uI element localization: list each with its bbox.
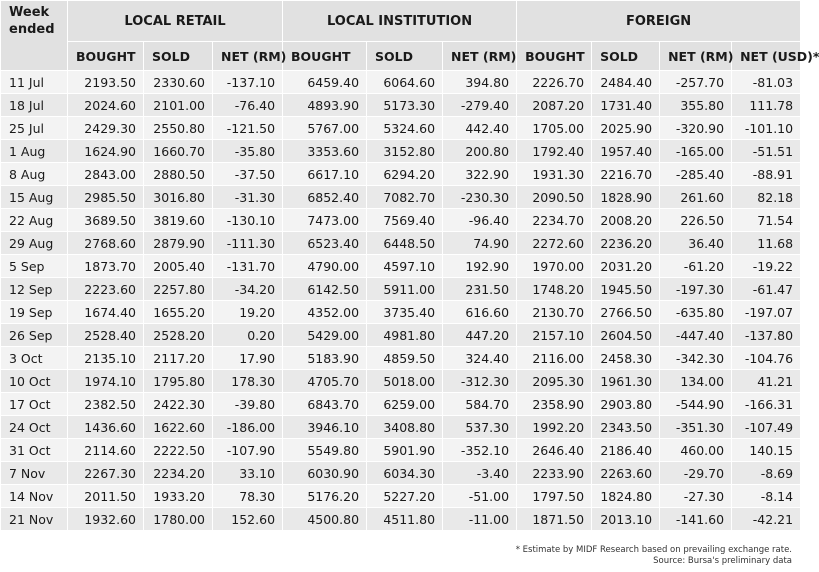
cell-foreign-sold: 2216.70: [592, 163, 660, 186]
cell-foreign-net-rm: 36.40: [660, 232, 732, 255]
week-ended-cell: 17 Oct: [1, 393, 68, 416]
cell-retail-bought: 2223.60: [68, 278, 144, 301]
cell-foreign-bought: 2116.00: [517, 347, 592, 370]
group-header-foreign: FOREIGN: [517, 1, 801, 42]
cell-institution-net-rm: -3.40: [443, 462, 517, 485]
cell-retail-sold: 3016.80: [144, 186, 213, 209]
cell-foreign-net-rm: -141.60: [660, 508, 732, 531]
cell-foreign-bought: 2233.90: [517, 462, 592, 485]
cell-retail-sold: 2234.20: [144, 462, 213, 485]
cell-institution-sold: 5173.30: [367, 94, 443, 117]
cell-retail-net-rm: -37.50: [213, 163, 283, 186]
week-ended-cell: 24 Oct: [1, 416, 68, 439]
week-ended-cell: 15 Aug: [1, 186, 68, 209]
col-header-retail-bought: BOUGHT: [68, 42, 144, 71]
cell-foreign-bought: 2157.10: [517, 324, 592, 347]
cell-foreign-net-rm: -320.90: [660, 117, 732, 140]
cell-retail-net-rm: 33.10: [213, 462, 283, 485]
cell-foreign-bought: 1931.30: [517, 163, 592, 186]
cell-foreign-net-usd: -42.21: [732, 508, 801, 531]
cell-institution-sold: 7082.70: [367, 186, 443, 209]
cell-foreign-bought: 1705.00: [517, 117, 592, 140]
cell-retail-net-rm: 178.30: [213, 370, 283, 393]
cell-foreign-sold: 2263.60: [592, 462, 660, 485]
week-ended-cell: 19 Sep: [1, 301, 68, 324]
table-row: [1, 209, 801, 232]
cell-institution-bought: 5429.00: [283, 324, 367, 347]
cell-institution-bought: 6142.50: [283, 278, 367, 301]
cell-retail-net-rm: 78.30: [213, 485, 283, 508]
cell-retail-net-rm: -34.20: [213, 278, 283, 301]
col-header-retail-sold: SOLD: [144, 42, 213, 71]
table-row: [1, 347, 801, 370]
cell-institution-bought: 6843.70: [283, 393, 367, 416]
cell-foreign-sold: 2343.50: [592, 416, 660, 439]
cell-retail-sold: 1655.20: [144, 301, 213, 324]
cell-institution-sold: 4511.80: [367, 508, 443, 531]
cell-institution-sold: 6448.50: [367, 232, 443, 255]
week-ended-cell: 26 Sep: [1, 324, 68, 347]
cell-foreign-net-rm: -342.30: [660, 347, 732, 370]
cell-retail-sold: 2101.00: [144, 94, 213, 117]
cell-foreign-sold: 2008.20: [592, 209, 660, 232]
cell-retail-bought: 2429.30: [68, 117, 144, 140]
cell-retail-sold: 1933.20: [144, 485, 213, 508]
cell-foreign-sold: 1731.40: [592, 94, 660, 117]
cell-retail-sold: 2550.80: [144, 117, 213, 140]
cell-foreign-net-usd: -19.22: [732, 255, 801, 278]
cell-retail-sold: 1660.70: [144, 140, 213, 163]
cell-retail-bought: 2382.50: [68, 393, 144, 416]
cell-institution-net-rm: 231.50: [443, 278, 517, 301]
cell-retail-net-rm: 152.60: [213, 508, 283, 531]
week-ended-cell: 1 Aug: [1, 140, 68, 163]
cell-institution-sold: 6064.60: [367, 71, 443, 94]
cell-retail-bought: 2985.50: [68, 186, 144, 209]
estimate-footnote: * Estimate by MIDF Research based on prevailing exchange rate.: [515, 545, 792, 555]
table-row: [1, 186, 801, 209]
cell-foreign-net-rm: -257.70: [660, 71, 732, 94]
cell-foreign-sold: 2484.40: [592, 71, 660, 94]
cell-foreign-bought: 1792.40: [517, 140, 592, 163]
cell-foreign-sold: 2604.50: [592, 324, 660, 347]
cell-institution-sold: 5324.60: [367, 117, 443, 140]
cell-institution-bought: 6030.90: [283, 462, 367, 485]
cell-retail-sold: 2257.80: [144, 278, 213, 301]
cell-foreign-sold: 2903.80: [592, 393, 660, 416]
col-header-foreign-sold: SOLD: [592, 42, 660, 71]
cell-retail-sold: 2422.30: [144, 393, 213, 416]
col-header-institution-bought: BOUGHT: [283, 42, 367, 71]
cell-foreign-bought: 1970.00: [517, 255, 592, 278]
cell-retail-bought: 1932.60: [68, 508, 144, 531]
cell-foreign-net-rm: 134.00: [660, 370, 732, 393]
table-row: [1, 163, 801, 186]
cell-institution-sold: 5018.00: [367, 370, 443, 393]
cell-foreign-sold: 2031.20: [592, 255, 660, 278]
cell-retail-net-rm: 19.20: [213, 301, 283, 324]
week-ended-cell: 10 Oct: [1, 370, 68, 393]
cell-retail-sold: 2117.20: [144, 347, 213, 370]
cell-institution-net-rm: -279.40: [443, 94, 517, 117]
cell-institution-net-rm: 322.90: [443, 163, 517, 186]
cell-foreign-net-usd: -81.03: [732, 71, 801, 94]
table-row: [1, 393, 801, 416]
col-header-foreign-bought: BOUGHT: [517, 42, 592, 71]
cell-retail-bought: 1624.90: [68, 140, 144, 163]
week-ended-cell: 22 Aug: [1, 209, 68, 232]
cell-retail-sold: 2330.60: [144, 71, 213, 94]
cell-institution-net-rm: 324.40: [443, 347, 517, 370]
cell-retail-bought: 2528.40: [68, 324, 144, 347]
table-row: [1, 117, 801, 140]
week-ended-cell: 29 Aug: [1, 232, 68, 255]
table-row: [1, 71, 801, 94]
cell-institution-sold: 4981.80: [367, 324, 443, 347]
cell-institution-bought: 6852.40: [283, 186, 367, 209]
cell-foreign-sold: 2013.10: [592, 508, 660, 531]
cell-foreign-net-usd: -104.76: [732, 347, 801, 370]
cell-retail-bought: 1436.60: [68, 416, 144, 439]
cell-retail-net-rm: -186.00: [213, 416, 283, 439]
cell-institution-bought: 4705.70: [283, 370, 367, 393]
week-ended-cell: 11 Jul: [1, 71, 68, 94]
cell-retail-bought: 3689.50: [68, 209, 144, 232]
cell-foreign-bought: 2272.60: [517, 232, 592, 255]
cell-foreign-net-usd: 111.78: [732, 94, 801, 117]
cell-foreign-net-usd: -166.31: [732, 393, 801, 416]
cell-institution-net-rm: -11.00: [443, 508, 517, 531]
cell-institution-bought: 5767.00: [283, 117, 367, 140]
week-ended-cell: 21 Nov: [1, 508, 68, 531]
cell-institution-sold: 6259.00: [367, 393, 443, 416]
cell-foreign-net-usd: 71.54: [732, 209, 801, 232]
cell-foreign-sold: 1961.30: [592, 370, 660, 393]
cell-foreign-bought: 1992.20: [517, 416, 592, 439]
cell-institution-bought: 4352.00: [283, 301, 367, 324]
cell-institution-net-rm: 394.80: [443, 71, 517, 94]
cell-foreign-net-rm: 460.00: [660, 439, 732, 462]
cell-foreign-net-usd: -101.10: [732, 117, 801, 140]
cell-retail-net-rm: -111.30: [213, 232, 283, 255]
cell-foreign-sold: 2186.40: [592, 439, 660, 462]
cell-foreign-net-usd: -137.80: [732, 324, 801, 347]
cell-foreign-net-rm: -197.30: [660, 278, 732, 301]
week-label-line1: Week: [9, 5, 50, 20]
cell-foreign-net-rm: -447.40: [660, 324, 732, 347]
cell-foreign-bought: 2095.30: [517, 370, 592, 393]
cell-institution-bought: 7473.00: [283, 209, 367, 232]
cell-institution-bought: 6459.40: [283, 71, 367, 94]
cell-foreign-net-usd: -61.47: [732, 278, 801, 301]
cell-institution-net-rm: -312.30: [443, 370, 517, 393]
table-row: [1, 94, 801, 117]
col-header-institution-net-rm: NET (RM): [443, 42, 517, 71]
cell-retail-net-rm: 17.90: [213, 347, 283, 370]
week-ended-cell: 25 Jul: [1, 117, 68, 140]
cell-retail-sold: 2879.90: [144, 232, 213, 255]
week-ended-cell: 5 Sep: [1, 255, 68, 278]
cell-foreign-sold: 1824.80: [592, 485, 660, 508]
cell-retail-sold: 1780.00: [144, 508, 213, 531]
cell-institution-net-rm: 74.90: [443, 232, 517, 255]
cell-institution-sold: 7569.40: [367, 209, 443, 232]
cell-foreign-net-usd: 41.21: [732, 370, 801, 393]
cell-foreign-bought: 2090.50: [517, 186, 592, 209]
cell-retail-net-rm: -76.40: [213, 94, 283, 117]
cell-foreign-net-rm: -544.90: [660, 393, 732, 416]
table-row: [1, 508, 801, 531]
cell-retail-net-rm: -39.80: [213, 393, 283, 416]
cell-foreign-net-usd: -107.49: [732, 416, 801, 439]
cell-institution-net-rm: 537.30: [443, 416, 517, 439]
cell-foreign-bought: 2226.70: [517, 71, 592, 94]
cell-institution-bought: 4500.80: [283, 508, 367, 531]
cell-foreign-net-usd: 82.18: [732, 186, 801, 209]
cell-institution-bought: 3353.60: [283, 140, 367, 163]
cell-institution-net-rm: -96.40: [443, 209, 517, 232]
cell-retail-net-rm: -31.30: [213, 186, 283, 209]
table-row: [1, 485, 801, 508]
cell-institution-bought: 5549.80: [283, 439, 367, 462]
cell-retail-bought: 2267.30: [68, 462, 144, 485]
table-row: [1, 439, 801, 462]
cell-foreign-net-rm: -165.00: [660, 140, 732, 163]
cell-foreign-net-rm: -635.80: [660, 301, 732, 324]
cell-retail-sold: 1795.80: [144, 370, 213, 393]
cell-retail-net-rm: -107.90: [213, 439, 283, 462]
cell-institution-bought: 6617.10: [283, 163, 367, 186]
cell-retail-sold: 1622.60: [144, 416, 213, 439]
cell-institution-net-rm: -230.30: [443, 186, 517, 209]
week-ended-cell: 14 Nov: [1, 485, 68, 508]
cell-institution-net-rm: 447.20: [443, 324, 517, 347]
cell-institution-bought: 5176.20: [283, 485, 367, 508]
column-header-row: [1, 42, 801, 71]
cell-institution-net-rm: 200.80: [443, 140, 517, 163]
cell-foreign-sold: 2236.20: [592, 232, 660, 255]
cell-retail-net-rm: 0.20: [213, 324, 283, 347]
cell-retail-bought: 2843.00: [68, 163, 144, 186]
cell-retail-sold: 2005.40: [144, 255, 213, 278]
table-row: [1, 255, 801, 278]
cell-institution-sold: 5227.20: [367, 485, 443, 508]
cell-foreign-bought: 1797.50: [517, 485, 592, 508]
cell-institution-sold: 6034.30: [367, 462, 443, 485]
week-ended-cell: 3 Oct: [1, 347, 68, 370]
col-header-foreign-net-rm: NET (RM): [660, 42, 732, 71]
cell-institution-bought: 4893.90: [283, 94, 367, 117]
cell-institution-sold: 3408.80: [367, 416, 443, 439]
cell-foreign-net-rm: -61.20: [660, 255, 732, 278]
cell-retail-net-rm: -137.10: [213, 71, 283, 94]
cell-foreign-net-rm: -351.30: [660, 416, 732, 439]
cell-retail-bought: 2768.60: [68, 232, 144, 255]
cell-institution-bought: 3946.10: [283, 416, 367, 439]
cell-retail-bought: 2024.60: [68, 94, 144, 117]
cell-institution-net-rm: 442.40: [443, 117, 517, 140]
source-footnote: Source: Bursa's preliminary data: [653, 556, 792, 566]
cell-retail-net-rm: -130.10: [213, 209, 283, 232]
footnotes: [516, 545, 792, 567]
cell-institution-sold: 3735.40: [367, 301, 443, 324]
cell-institution-net-rm: 192.90: [443, 255, 517, 278]
table-row: [1, 462, 801, 485]
cell-institution-sold: 5911.00: [367, 278, 443, 301]
cell-foreign-bought: 2234.70: [517, 209, 592, 232]
cell-retail-bought: 2135.10: [68, 347, 144, 370]
cell-retail-net-rm: -121.50: [213, 117, 283, 140]
cell-foreign-sold: 2766.50: [592, 301, 660, 324]
cell-retail-net-rm: -35.80: [213, 140, 283, 163]
cell-institution-bought: 6523.40: [283, 232, 367, 255]
cell-foreign-sold: 1828.90: [592, 186, 660, 209]
week-ended-header: [1, 1, 68, 71]
cell-foreign-net-rm: 226.50: [660, 209, 732, 232]
table-row: [1, 140, 801, 163]
cell-foreign-net-usd: 11.68: [732, 232, 801, 255]
week-label-line2: ended: [9, 22, 55, 37]
cell-foreign-net-usd: 140.15: [732, 439, 801, 462]
cell-foreign-net-usd: -88.91: [732, 163, 801, 186]
cell-institution-bought: 5183.90: [283, 347, 367, 370]
table-row: [1, 278, 801, 301]
cell-foreign-bought: 2358.90: [517, 393, 592, 416]
cell-retail-bought: 1974.10: [68, 370, 144, 393]
cell-foreign-sold: 2458.30: [592, 347, 660, 370]
cell-institution-sold: 3152.80: [367, 140, 443, 163]
cell-retail-sold: 2222.50: [144, 439, 213, 462]
table-body: [1, 71, 801, 531]
cell-foreign-net-rm: -27.30: [660, 485, 732, 508]
table-row: [1, 232, 801, 255]
cell-retail-net-rm: -131.70: [213, 255, 283, 278]
week-ended-cell: 8 Aug: [1, 163, 68, 186]
cell-retail-bought: 2011.50: [68, 485, 144, 508]
cell-institution-sold: 4859.50: [367, 347, 443, 370]
cell-foreign-sold: 1957.40: [592, 140, 660, 163]
cell-foreign-net-usd: -8.14: [732, 485, 801, 508]
week-ended-cell: 18 Jul: [1, 94, 68, 117]
cell-foreign-net-usd: -197.07: [732, 301, 801, 324]
cell-foreign-sold: 2025.90: [592, 117, 660, 140]
cell-foreign-bought: 2646.40: [517, 439, 592, 462]
group-header-local-institution: LOCAL INSTITUTION: [283, 1, 517, 42]
table-row: [1, 324, 801, 347]
week-ended-cell: 31 Oct: [1, 439, 68, 462]
cell-foreign-net-usd: -8.69: [732, 462, 801, 485]
cell-institution-sold: 4597.10: [367, 255, 443, 278]
cell-retail-bought: 2193.50: [68, 71, 144, 94]
table-row: [1, 301, 801, 324]
col-header-foreign-net-usd: NET (USD)*: [732, 42, 801, 71]
cell-foreign-net-rm: 355.80: [660, 94, 732, 117]
cell-foreign-bought: 2130.70: [517, 301, 592, 324]
cell-institution-net-rm: 584.70: [443, 393, 517, 416]
table-row: [1, 416, 801, 439]
cell-foreign-bought: 1748.20: [517, 278, 592, 301]
cell-institution-sold: 6294.20: [367, 163, 443, 186]
week-ended-cell: 7 Nov: [1, 462, 68, 485]
cell-foreign-net-rm: -285.40: [660, 163, 732, 186]
col-header-retail-net-rm: NET (RM): [213, 42, 283, 71]
cell-institution-sold: 5901.90: [367, 439, 443, 462]
table-row: [1, 370, 801, 393]
cell-retail-bought: 1873.70: [68, 255, 144, 278]
cell-foreign-sold: 1945.50: [592, 278, 660, 301]
cell-institution-net-rm: -51.00: [443, 485, 517, 508]
cell-foreign-net-rm: -29.70: [660, 462, 732, 485]
cell-retail-sold: 2880.50: [144, 163, 213, 186]
cell-retail-bought: 2114.60: [68, 439, 144, 462]
cell-institution-net-rm: -352.10: [443, 439, 517, 462]
group-header-local-retail: LOCAL RETAIL: [68, 1, 283, 42]
cell-foreign-net-usd: -51.51: [732, 140, 801, 163]
cell-retail-bought: 1674.40: [68, 301, 144, 324]
cell-foreign-bought: 1871.50: [517, 508, 592, 531]
cell-foreign-bought: 2087.20: [517, 94, 592, 117]
cell-institution-net-rm: 616.60: [443, 301, 517, 324]
group-header-row: [1, 1, 801, 42]
col-header-institution-sold: SOLD: [367, 42, 443, 71]
cell-institution-bought: 4790.00: [283, 255, 367, 278]
cell-retail-sold: 2528.20: [144, 324, 213, 347]
cell-retail-sold: 3819.60: [144, 209, 213, 232]
week-ended-cell: 12 Sep: [1, 278, 68, 301]
cell-foreign-net-rm: 261.60: [660, 186, 732, 209]
